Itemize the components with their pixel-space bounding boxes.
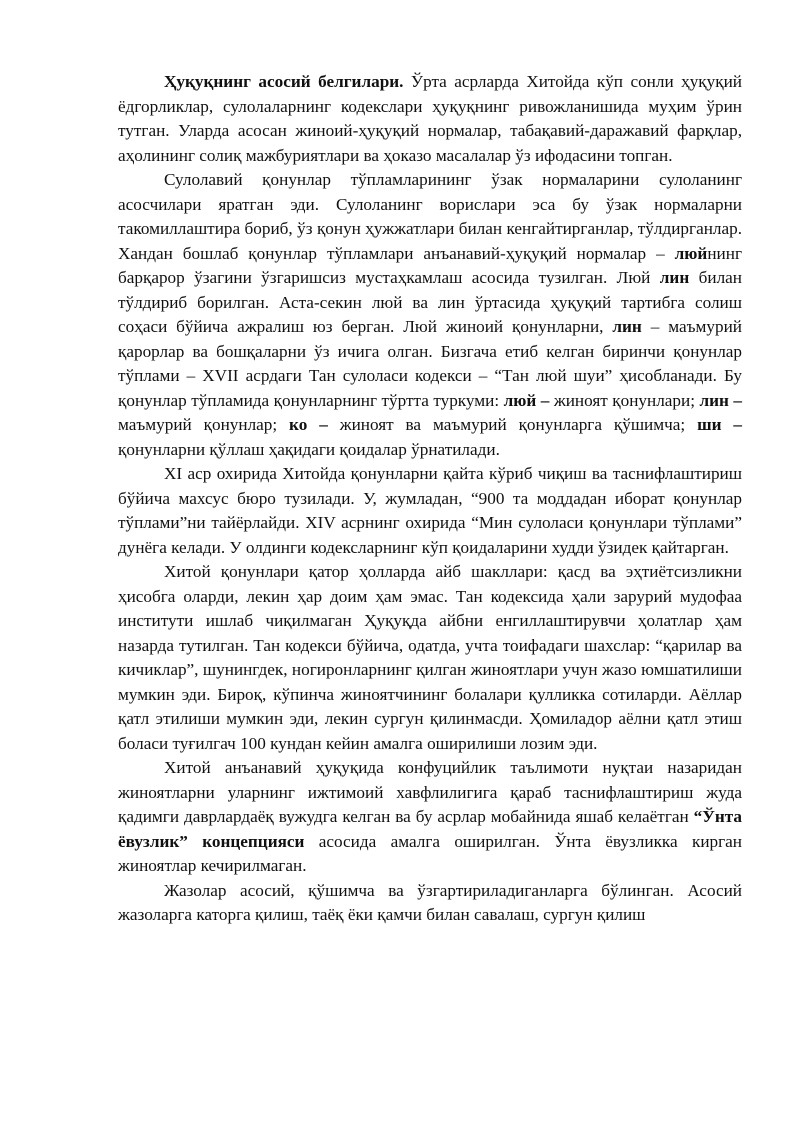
- text-run: XI аср охирида Хитойда қонунларни қайта кўриб чиқиш ва таснифлаштириш бўйича махсус бюро тузилади. У, жумладан, “900 та моддадан иборат қонунлар тўплами”ни тайёрлайди. XIV асрнинг охирида “Мин сулоласи қонунлари тўплами” дунёга келади. У олдинги кодексларнинг кўп қоидаларини худди ўзидек қайтарган.: [118, 464, 742, 557]
- text-run: билан тўлдириб борилган. Аста-секин люй ва лин ўртасида ҳуқуқий тартибга солиш соҳаси бўйича ажралиш юз берган. Люй жиноий қонунларни,: [118, 268, 742, 336]
- paragraph-punishments: [118, 879, 742, 928]
- paragraph-legal-features: [118, 70, 742, 168]
- text-run: нинг барқарор ўзагини ўзгаришсиз мустаҳкамлаш асосида тузилган. Люй: [118, 243, 742, 287]
- text-run: Хитой анъанавий ҳуқуқида конфуцийлик таълимоти нуқтаи назаридан жиноятларни уларнинг ижтимоий хавфлилигига қараб таснифлаштириш жуда қадимги даврлардаёқ вужудга келган ва бу асрлар мобайнида яшаб келаётган: [118, 758, 742, 826]
- paragraph-heading: Ҳуқуқнинг асосий белгилари.: [164, 72, 404, 91]
- text-run: Хитой қонунлари қатор ҳолларда айб шакллари: қасд ва эҳтиётсизликни ҳисобга оларди, лекин ҳар доим ҳам эмас. Тан кодексида ҳали зарурий мудофаа институти ишлаб чиқилмаган Ҳуқуқда айбни енгиллаштирувчи ҳолатлар ҳам назарда тутилган. Тан кодекси бўйича, одатда, учта тоифадаги шахслар: “қарилар ва кичиклар”, шунингдек, ногиронларнинг қилган жиноятлари учун жазо юмшатилиши мумкин эди. Бироқ, кўпинча жиноятчининг болалари қулликка сотиларди. Аёллар қатл этилиши мумкин эди, лекин сургун қилинмасди. Ҳомиладор аёлни қатл этиш боласи туғилгач 100 кундан кейин амалга оширилиши лозим эди.: [118, 562, 742, 753]
- document-page: [118, 70, 742, 928]
- bold-term: люй –: [503, 390, 550, 410]
- text-run: жиноят ва маъмурий қонунларга қўшимча;: [327, 415, 698, 434]
- text-run: жиноят қонунлари;: [549, 390, 700, 410]
- text-run: қонунларни қўллаш ҳақидаги қоидалар ўрнатилади.: [118, 439, 500, 459]
- text-run: Жазолар асосий, қўшимча ва ўзгартириладиганларга бўлинган. Асосий жазоларга каторга қилиш, таёқ ёки қамчи билан савалаш, сургун қилиш: [118, 880, 742, 924]
- paragraph-guilt-forms: [118, 560, 742, 756]
- bold-term: лин –: [699, 390, 742, 410]
- text-run: Сулолавий қонунлар тўпламларининг ўзак нормаларини сулоланинг асосчилари яратган эди. Сулоланинг ворислари эса бу ўзак нормаларни такомиллаштира бориб, ўз қонун ҳужжатлари билан кенгайтирганлар, тўлдирганлар. Хандан бошлаб қонунлар тўпламлари анъанавий-ҳуқуқий нормалар –: [118, 170, 742, 263]
- paragraph-ten-abominations: [118, 756, 742, 879]
- text-run: – маъмурий қарорлар ва бошқаларни ўз ичига олган. Бизгача етиб келган биринчи қонунлар тўплами – XVII асрдаги Тан сулоласи кодекси – “Тан люй шуи” ҳисобланади. Бу қонунлар тўпламида қонунларнинг тўртта туркуми:: [118, 317, 742, 410]
- bold-term: ко –: [289, 415, 328, 434]
- bold-term: лин: [612, 317, 642, 336]
- text-run: маъмурий қонунлар;: [118, 415, 290, 434]
- paragraph-codification: [118, 462, 742, 560]
- text-run: Ўрта асрларда Хитойда кўп сонли ҳуқуқий ёдгорликлар, сулолаларнинг кодекслари ҳуқуқнинг ривожланишида муҳим ўрин тутган. Уларда асосан жиноий-ҳуқуқий нормалар, табақавий-даражавий фарқлар, аҳолининг солиқ мажбуриятлари ва ҳоказо масалалар ўз ифодасини топган.: [118, 72, 742, 165]
- bold-term: “Ўнта ёвузлик” концепцияси: [118, 807, 742, 851]
- bold-term: лин: [659, 268, 690, 287]
- text-run: асосида амалга оширилган. Ўнта ёвузликка кирган жиноятлар кечирилмаган.: [118, 831, 742, 875]
- bold-term: ши –: [697, 415, 742, 434]
- bold-term: люй: [674, 243, 708, 263]
- paragraph-dynastic-codes: [118, 168, 742, 462]
